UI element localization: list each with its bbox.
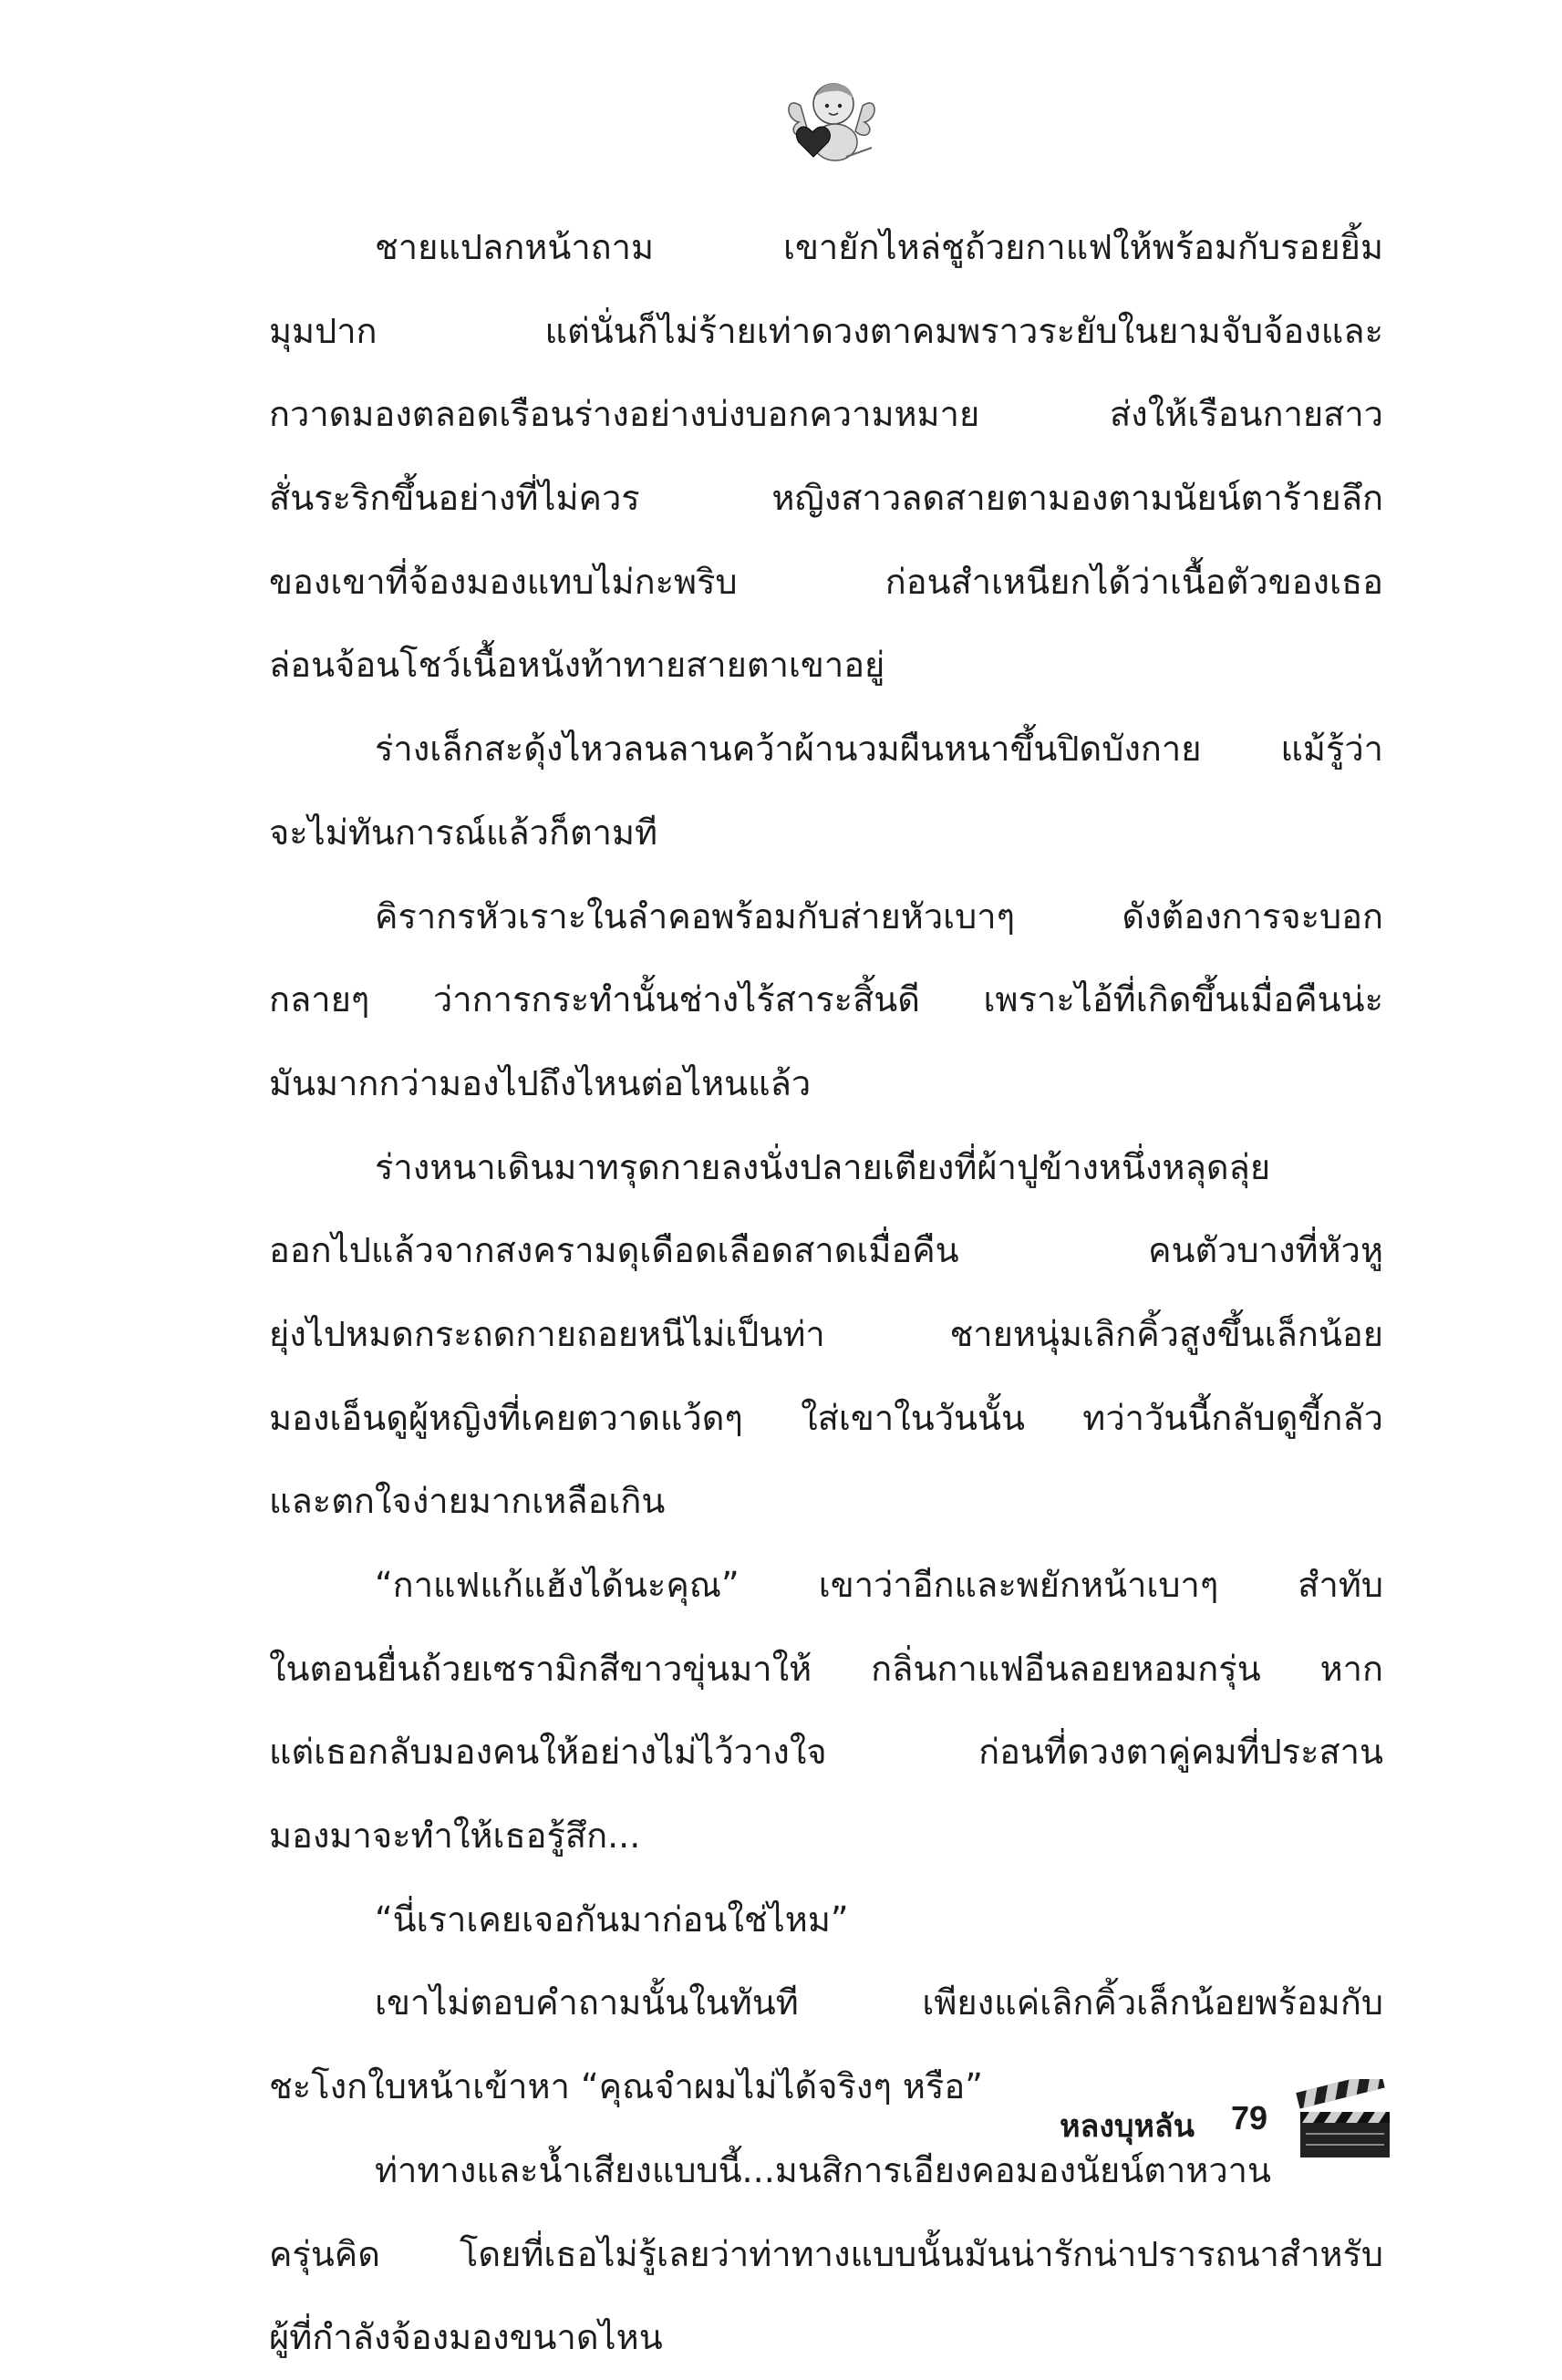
text-line: “นี่เราเคยเจอกันมาก่อนใช่ไหม” (375, 1899, 849, 1940)
text-line: มุมปาก แต่นั่นก็ไม่ร้ายเท่าดวงตาคมพราวระยับในยามจับจ้องและ (269, 310, 1383, 351)
text-line: ในตอนยื่นถ้วยเซรามิกสีขาวขุ่นมาให้ กลิ่นกาแฟอีนลอยหอมกรุ่น หาก (269, 1648, 1383, 1689)
text-line: ร่างเล็กสะดุ้งไหวลนลานคว้าผ้านวมผืนหนาขึ้นปิดบังกาย แม้รู้ว่า (375, 729, 1383, 770)
text-line: คิรากรหัวเราะในลำคอพร้อมกับส่ายหัวเบาๆ ดังต้องการจะบอก (375, 895, 1383, 936)
text-line: ออกไปแล้วจากสงครามดุเดือดเลือดสาดเมื่อคืน คนตัวบางที่หัวหู (269, 1230, 1383, 1271)
text-line: ชายแปลกหน้าถาม เขายักไหล่ชูถ้วยกาแฟให้พร้อมกับรอยยิ้ม (375, 227, 1383, 267)
text-line: และตกใจง่ายมากเหลือเกิน (269, 1481, 666, 1522)
text-line: ยุ่งไปหมดกระถดกายถอยหนีไม่เป็นท่า ชายหนุ่มเลิกคิ้วสูงขึ้นเล็กน้อย (269, 1313, 1383, 1354)
page-footer (957, 2079, 1395, 2161)
film-clapperboard-icon (1293, 2079, 1395, 2159)
cupid-heart-icon (782, 75, 881, 166)
text-line: กลายๆ ว่าการกระทำนั้นช่างไร้สาระสิ้นดี เพราะไอ้ที่เกิดขึ้นเมื่อคืนน่ะ (269, 979, 1383, 1020)
book-title: หลงบุหลัน (1060, 2108, 1195, 2145)
text-line: กวาดมองตลอดเรือนร่างอย่างบ่งบอกความหมาย ส่งให้เรือนกายสาว (269, 394, 1383, 435)
page-number: 79 (1230, 2099, 1267, 2137)
text-line: ท่าทางและน้ำเสียงแบบนี้...มนสิการเอียงคอมองนัยน์ตาหวาน (375, 2149, 1271, 2190)
text-line: ล่อนจ้อนโชว์เนื้อหนังท้าทายสายตาเขาอยู่ (269, 645, 885, 686)
text-line: ของเขาที่จ้องมองแทบไม่กะพริบ ก่อนสำเหนียกได้ว่าเนื้อตัวของเธอ (269, 561, 1383, 602)
text-line: จะไม่ทันการณ์แล้วก็ตามที (269, 812, 658, 853)
text-line: สั่นระริกขึ้นอย่างที่ไม่ควร หญิงสาวลดสายตามองตามนัยน์ตาร้ายลึก (269, 478, 1383, 519)
text-line: ครุ่นคิด โดยที่เธอไม่รู้เลยว่าท่าทางแบบนั้นมันน่ารักน่าปรารถนาสำหรับ (269, 2233, 1383, 2274)
text-line: แต่เธอกลับมองคนให้อย่างไม่ไว้วางใจ ก่อนที่ดวงตาคู่คมที่ประสาน (269, 1732, 1383, 1773)
text-line: มองมาจะทำให้เธอรู้สึก... (269, 1816, 641, 1857)
text-line: ชะโงกใบหน้าเข้าหา “คุณจำผมไม่ได้จริงๆ หรือ” (269, 2066, 983, 2107)
text-line: เขาไม่ตอบคำถามนั้นในทันที เพียงแค่เลิกคิ้วเล็กน้อยพร้อมกับ (375, 1982, 1383, 2023)
body-text (269, 206, 1383, 2380)
text-line: มองเอ็นดูผู้หญิงที่เคยตวาดแว้ดๆ ใส่เขาในวันนั้น ทว่าวันนี้กลับดูขี้กลัว (269, 1397, 1383, 1438)
text-line: ร่างหนาเดินมาทรุดกายลงนั่งปลายเตียงที่ผ้าปูข้างหนึ่งหลุดลุ่ย (375, 1146, 1271, 1187)
text-line: ผู้ที่กำลังจ้องมองขนาดไหน (269, 2317, 663, 2358)
text-line: มันมากกว่ามองไปถึงไหนต่อไหนแล้ว (269, 1062, 812, 1103)
text-line: “กาแฟแก้แฮ้งได้นะคุณ” เขาว่าอีกและพยักหน้าเบาๆ สำทับ (375, 1565, 1383, 1605)
